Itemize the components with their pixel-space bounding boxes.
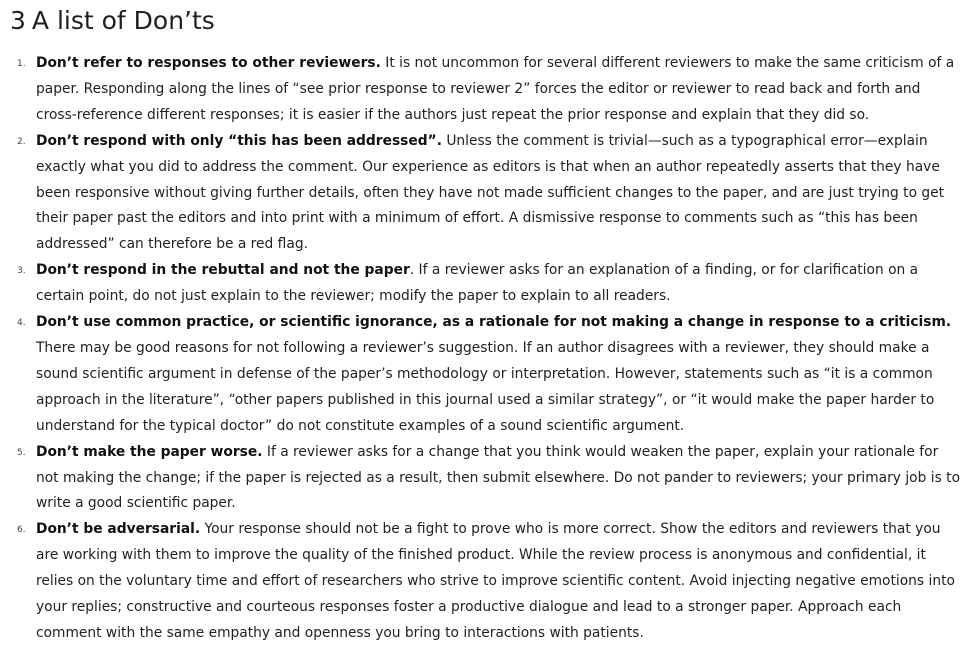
list-item-number: 6. xyxy=(17,525,26,536)
list-item-text: If a reviewer asks for a change that you think would weaken the paper, explain your rationale for not making the change; if the paper is rejected as a result, then submit elsewhere. Do not pander to reviewers; your primary job is to write a good scientific paper. xyxy=(36,443,961,512)
donts-list xyxy=(10,51,961,647)
list-item-4 xyxy=(10,310,961,440)
list-item-number: 3. xyxy=(17,266,26,277)
list-item-heading: Don’t be adversarial. xyxy=(36,521,201,538)
list-item-number: 4. xyxy=(17,318,26,329)
list-item-2 xyxy=(10,129,961,259)
section-heading xyxy=(10,4,961,38)
list-item-1 xyxy=(10,51,961,129)
list-item-heading: Don’t respond with only “this has been addressed”. xyxy=(36,132,442,149)
list-item-6 xyxy=(10,517,961,647)
section-number: 3 xyxy=(10,6,26,35)
list-item-text: Your response should not be a fight to prove who is more correct. Show the editors and reviewers that you are working with them to improve the quality of the finished product. While the review process is anonymous and confidential, it relies on the voluntary time and effort of researchers who strive to improve scientific content. Avoid injecting negative emotions into your replies; constructive and courteous responses foster a productive dialogue and lead to a stronger paper. Approach each comment with the same empathy and openness you bring to interactions with patients. xyxy=(36,521,955,641)
list-item-heading: Don’t respond in the rebuttal and not the paper xyxy=(36,262,410,279)
list-item-heading: Don’t refer to responses to other reviewers. xyxy=(36,55,381,71)
list-item-3 xyxy=(10,258,961,310)
section-title: A list of Don’ts xyxy=(31,6,215,35)
list-item-heading: Don’t make the paper worse. xyxy=(36,443,263,460)
list-item-text: . If a reviewer asks for an explanation of a finding, or for clarification on a certain point, do not just explain to the reviewer; modify the paper to explain to all readers. xyxy=(36,262,919,305)
list-item-text: Unless the comment is trivial—such as a typographical error—explain exactly what you did to address the comment. Our experience as editors is that when an author repeatedly asserts that they have been responsive without giving further details, often they have not made sufficient changes to the paper, and are just trying to get their paper past the editors and into print with a minimum of effort. A dismissive response to comments such as “this has been addressed” can therefore be a red flag. xyxy=(36,132,945,253)
list-item-number: 5. xyxy=(17,447,26,458)
list-item-text: It is not uncommon for several different reviewers to make the same criticism of a paper. Responding along the lines of “see prior response to reviewer 2” forces the editor or reviewer to read back and forth and cross-reference different responses; it is easier if the authors just repeat the prior response and explain that they did so. xyxy=(36,55,955,123)
list-item-number: 2. xyxy=(17,136,26,147)
list-item-5 xyxy=(10,440,961,518)
list-item-text: There may be good reasons for not following a reviewer’s suggestion. If an author disagrees with a reviewer, they should make a sound scientific argument in defense of the paper’s methodology or interpretation. However, statements such as “it is a common approach in the literature”, “other papers published in this journal used a similar strategy”, or “it would make the paper harder to understand for the typical doctor” do not constitute examples of a sound scientific argument. xyxy=(36,339,935,434)
list-item-heading: Don’t use common practice, or scientific ignorance, as a rationale for not making a change in response to a criticism. xyxy=(36,314,952,331)
list-item-number: 1. xyxy=(17,59,26,69)
